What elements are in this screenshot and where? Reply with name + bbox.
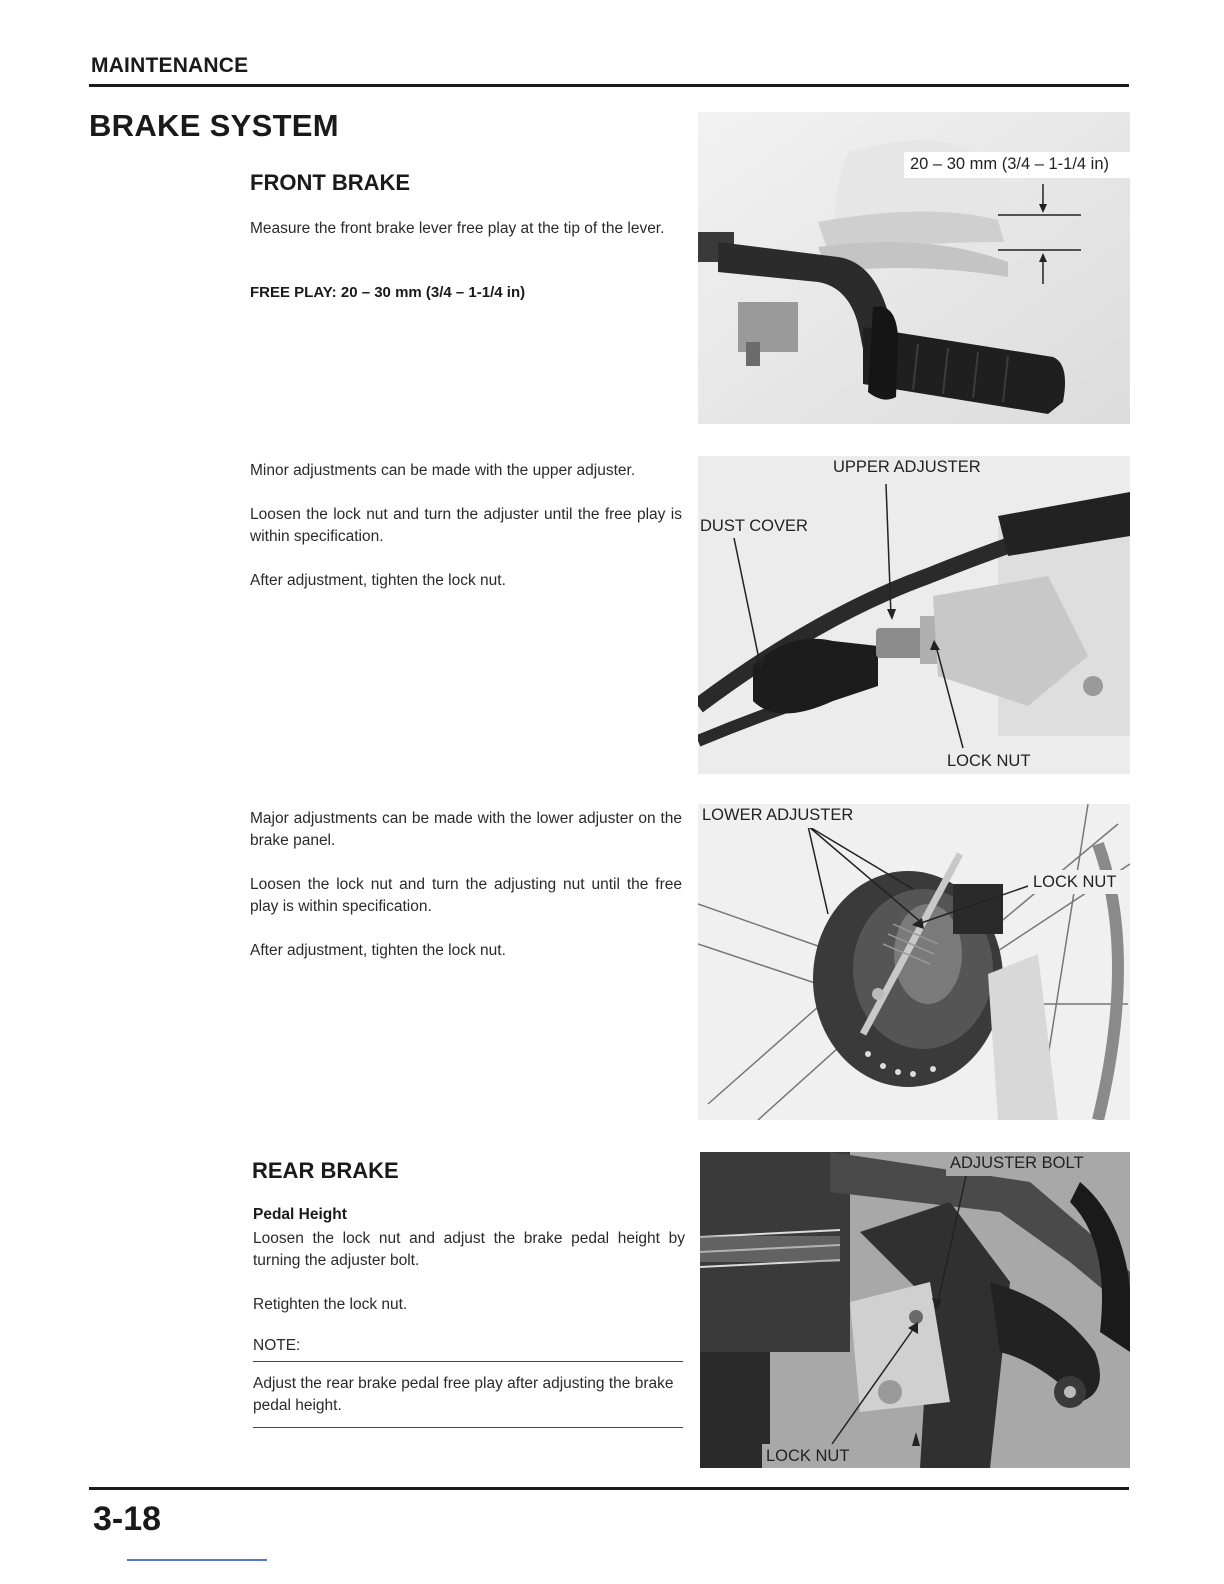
- bottom-accent-line: [127, 1559, 267, 1561]
- lower-adjuster-label: LOWER ADJUSTER: [702, 806, 854, 824]
- minor-adjust-text-2: Loosen the lock nut and turn the adjuster until the free play is within specification.: [250, 506, 682, 545]
- upper-lock-nut-label: LOCK NUT: [947, 752, 1031, 770]
- minor-adjust-after: After adjustment, tighten the lock nut.: [250, 572, 506, 589]
- header-divider: [89, 84, 1129, 87]
- note-label: NOTE:: [253, 1337, 301, 1354]
- lower-adjuster-photo: [698, 804, 1130, 1120]
- note-bottom-rule: [253, 1427, 683, 1428]
- note-top-rule: [253, 1361, 683, 1362]
- dust-cover-label: DUST COVER: [700, 517, 808, 535]
- retighten-text: Retighten the lock nut.: [253, 1296, 408, 1313]
- note-text: Adjust the rear brake pedal free play after adjusting the brake pedal height.: [253, 1375, 674, 1414]
- front-brake-measure-text: Measure the front brake lever free play at the tip of the lever.: [250, 220, 665, 237]
- upper-adjuster-photo: [698, 456, 1130, 774]
- minor-adjust-text-1: Minor adjustments can be made with the upper adjuster.: [250, 462, 636, 479]
- rear-adjuster-photo: [700, 1152, 1130, 1468]
- free-play-callout: 20 – 30 mm (3/4 – 1-1/4 in): [910, 155, 1110, 173]
- free-play-spec: FREE PLAY: 20 – 30 mm (3/4 – 1-1/4 in): [250, 284, 526, 301]
- major-adjust-after: After adjustment, tighten the lock nut.: [250, 942, 506, 959]
- major-adjust-text-2: Loosen the lock nut and turn the adjusting nut until the free play is within specification.: [250, 876, 682, 915]
- rear-brake-heading: REAR BRAKE: [252, 1158, 399, 1183]
- brake-lever-photo: [698, 112, 1130, 424]
- pedal-height-text: Loosen the lock nut and adjust the brake pedal height by turning the adjuster bolt.: [253, 1230, 685, 1269]
- upper-adjuster-label: UPPER ADJUSTER: [833, 458, 981, 476]
- pedal-height-subheading: Pedal Height: [253, 1206, 347, 1223]
- major-adjust-text-1: Major adjustments can be made with the lower adjuster on the brake panel.: [250, 810, 682, 849]
- page-title: BRAKE SYSTEM: [89, 108, 339, 143]
- front-brake-heading: FRONT BRAKE: [250, 170, 411, 195]
- header-section-title: MAINTENANCE: [91, 54, 249, 77]
- lower-lock-nut-label: LOCK NUT: [1033, 873, 1117, 891]
- adjuster-bolt-label: ADJUSTER BOLT: [950, 1154, 1084, 1172]
- footer-divider: [89, 1487, 1129, 1490]
- page-number: 3-18: [93, 1500, 162, 1538]
- rear-lock-nut-label: LOCK NUT: [766, 1447, 850, 1465]
